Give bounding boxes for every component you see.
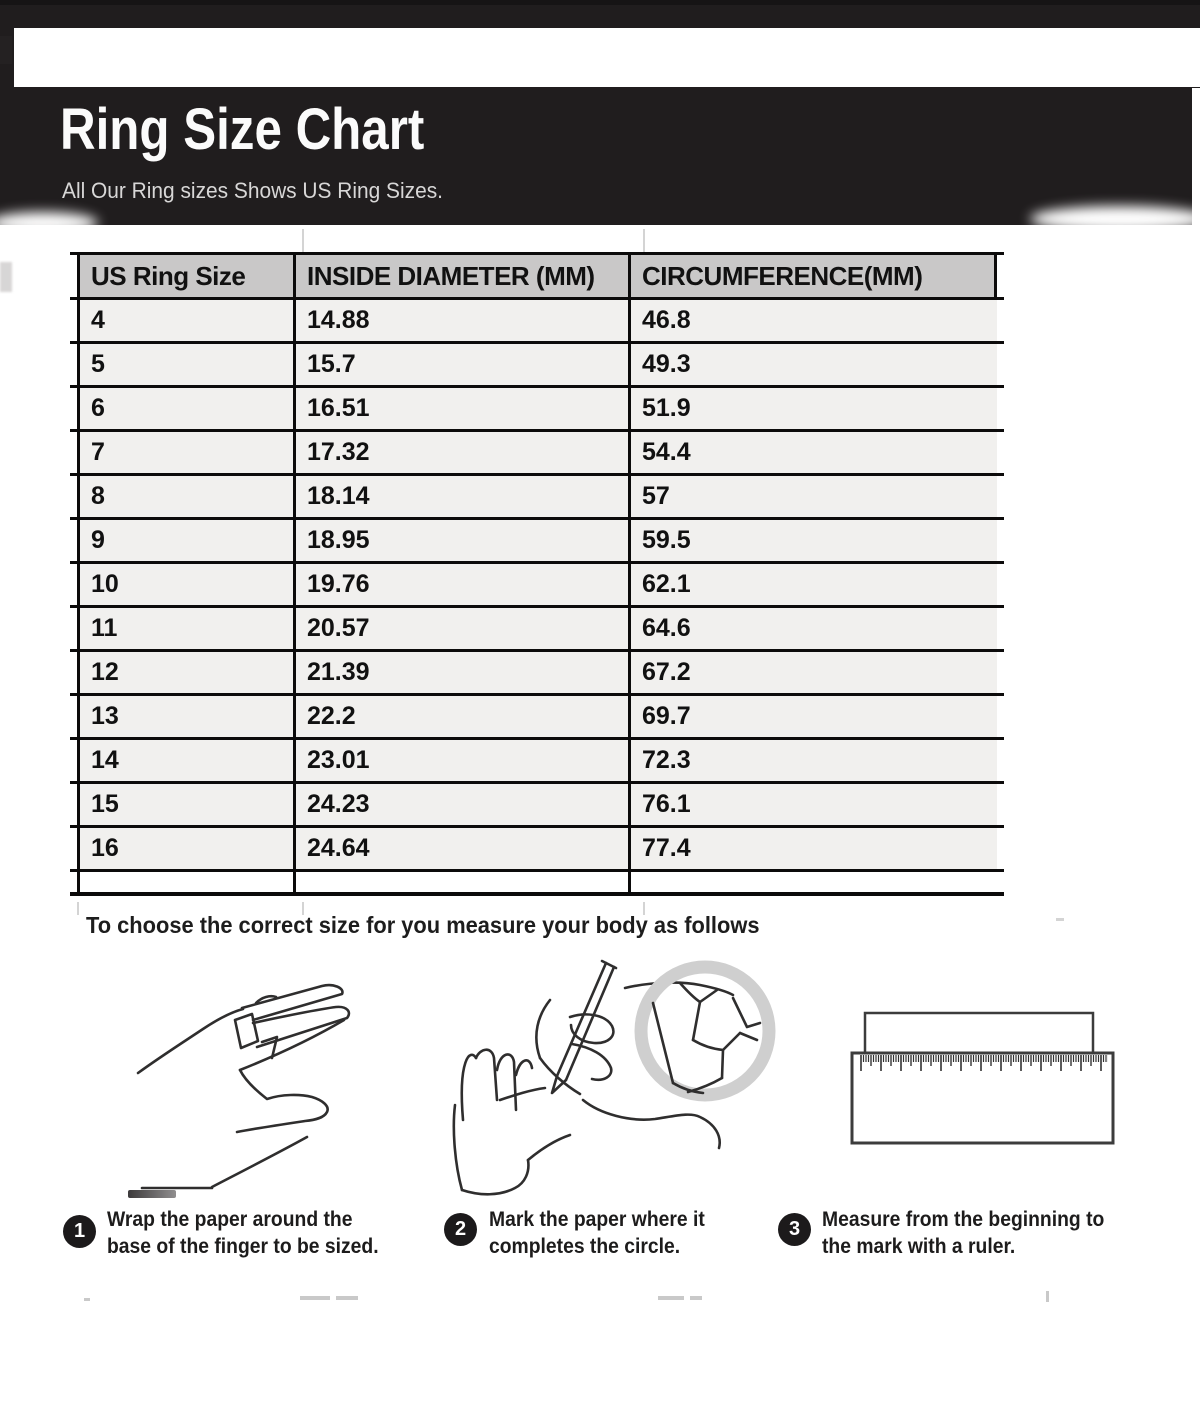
table-cell: 76.1 <box>628 784 997 825</box>
page-subtitle: All Our Ring sizes Shows US Ring Sizes. <box>62 178 443 203</box>
step-1-badge: 1 <box>63 1215 96 1248</box>
table-cell: 10 <box>77 564 293 605</box>
table-cell: 67.2 <box>628 652 997 693</box>
table-body <box>70 300 1004 872</box>
table-cell: 18.95 <box>293 520 628 561</box>
table-header-row <box>70 252 1004 300</box>
crop-artifact <box>1046 1291 1049 1302</box>
table-cell: 6 <box>77 388 293 429</box>
step-2-badge: 2 <box>444 1213 477 1246</box>
crop-artifact <box>128 1190 176 1198</box>
right-white-strip <box>1192 88 1200 225</box>
table-cell: 7 <box>77 432 293 473</box>
crop-artifact <box>300 1296 330 1300</box>
step-3-badge: 3 <box>778 1213 811 1246</box>
edge-artifact <box>0 262 12 292</box>
table-row <box>70 608 1004 652</box>
edge-artifact <box>0 36 12 64</box>
edge-smudge <box>1030 206 1200 232</box>
table-cell: 19.76 <box>293 564 628 605</box>
table-cell: 13 <box>77 696 293 737</box>
table-cell: 64.6 <box>628 608 997 649</box>
table-empty-row <box>70 872 1004 896</box>
crop-artifact <box>690 1296 702 1300</box>
table-cell: 51.9 <box>628 388 997 429</box>
crop-artifact <box>84 1298 90 1301</box>
table-cell: 22.2 <box>293 696 628 737</box>
table-cell: 9 <box>77 520 293 561</box>
ghost-line <box>643 229 645 253</box>
table-row <box>70 828 1004 872</box>
table-cell: 15 <box>77 784 293 825</box>
step-1-line-1: Wrap the paper around the <box>107 1208 353 1231</box>
column-header: US Ring Size <box>77 255 293 297</box>
table-cell: 24.64 <box>293 828 628 869</box>
table-cell <box>77 872 293 892</box>
table-cell: 16 <box>77 828 293 869</box>
table-cell: 11 <box>77 608 293 649</box>
table-cell: 46.8 <box>628 300 997 341</box>
step-2-line-2: completes the circle. <box>489 1235 681 1258</box>
table-row <box>70 740 1004 784</box>
step-3-line-1: Measure from the beginning to <box>822 1208 1105 1231</box>
table-cell: 54.4 <box>628 432 997 473</box>
step-3-line-2: the mark with a ruler. <box>822 1235 1016 1258</box>
table-cell: 15.7 <box>293 344 628 385</box>
crop-artifact <box>658 1296 684 1300</box>
ruler-ticks <box>860 1055 1108 1083</box>
table-cell: 72.3 <box>628 740 997 781</box>
table-row <box>70 388 1004 432</box>
table-cell: 69.7 <box>628 696 997 737</box>
table-cell: 21.39 <box>293 652 628 693</box>
column-header: INSIDE DIAMETER (MM) <box>293 255 628 297</box>
step-2-line-1: Mark the paper where it <box>489 1208 705 1231</box>
table-cell: 23.01 <box>293 740 628 781</box>
step-1-line-2: base of the finger to be sized. <box>107 1235 379 1258</box>
crop-artifact <box>336 1296 358 1300</box>
table-cell: 17.32 <box>293 432 628 473</box>
hands-marking-paper-with-pencil-illustration <box>450 945 780 1200</box>
ghost-line <box>1056 918 1064 921</box>
page-title: Ring Size Chart <box>60 97 425 162</box>
step-1-text <box>107 1206 379 1260</box>
table-cell: 12 <box>77 652 293 693</box>
table-cell: 16.51 <box>293 388 628 429</box>
table-row <box>70 564 1004 608</box>
paper-strip-shape <box>865 1013 1093 1055</box>
top-strip <box>0 0 1200 5</box>
table-row <box>70 344 1004 388</box>
table-row <box>70 520 1004 564</box>
white-band <box>14 28 1200 87</box>
table-cell <box>628 872 997 892</box>
column-header: CIRCUMFERENCE(MM) <box>628 255 997 297</box>
table-cell: 57 <box>628 476 997 517</box>
paper-strip-and-ruler-illustration <box>846 1005 1118 1150</box>
table-cell: 4 <box>77 300 293 341</box>
table-cell: 5 <box>77 344 293 385</box>
measure-heading: To choose the correct size for you measure your body as follows <box>86 912 760 938</box>
ghost-line <box>77 902 79 915</box>
table-row <box>70 432 1004 476</box>
table-cell: 8 <box>77 476 293 517</box>
table-cell: 62.1 <box>628 564 997 605</box>
table-row <box>70 476 1004 520</box>
step-2-text <box>489 1206 705 1260</box>
table-cell: 49.3 <box>628 344 997 385</box>
table-row <box>70 784 1004 828</box>
edge-smudge <box>0 212 98 234</box>
table-row <box>70 696 1004 740</box>
ring-size-table <box>70 252 1004 896</box>
step-3-text <box>822 1206 1104 1260</box>
table-cell: 20.57 <box>293 608 628 649</box>
hand-with-paper-strip-illustration <box>130 980 360 1195</box>
table-cell <box>293 872 628 892</box>
table-cell: 59.5 <box>628 520 997 561</box>
table-cell: 14 <box>77 740 293 781</box>
table-cell: 18.14 <box>293 476 628 517</box>
table-cell: 14.88 <box>293 300 628 341</box>
table-cell: 77.4 <box>628 828 997 869</box>
table-cell: 24.23 <box>293 784 628 825</box>
table-row <box>70 300 1004 344</box>
ghost-line <box>302 229 304 253</box>
table-row <box>70 652 1004 696</box>
